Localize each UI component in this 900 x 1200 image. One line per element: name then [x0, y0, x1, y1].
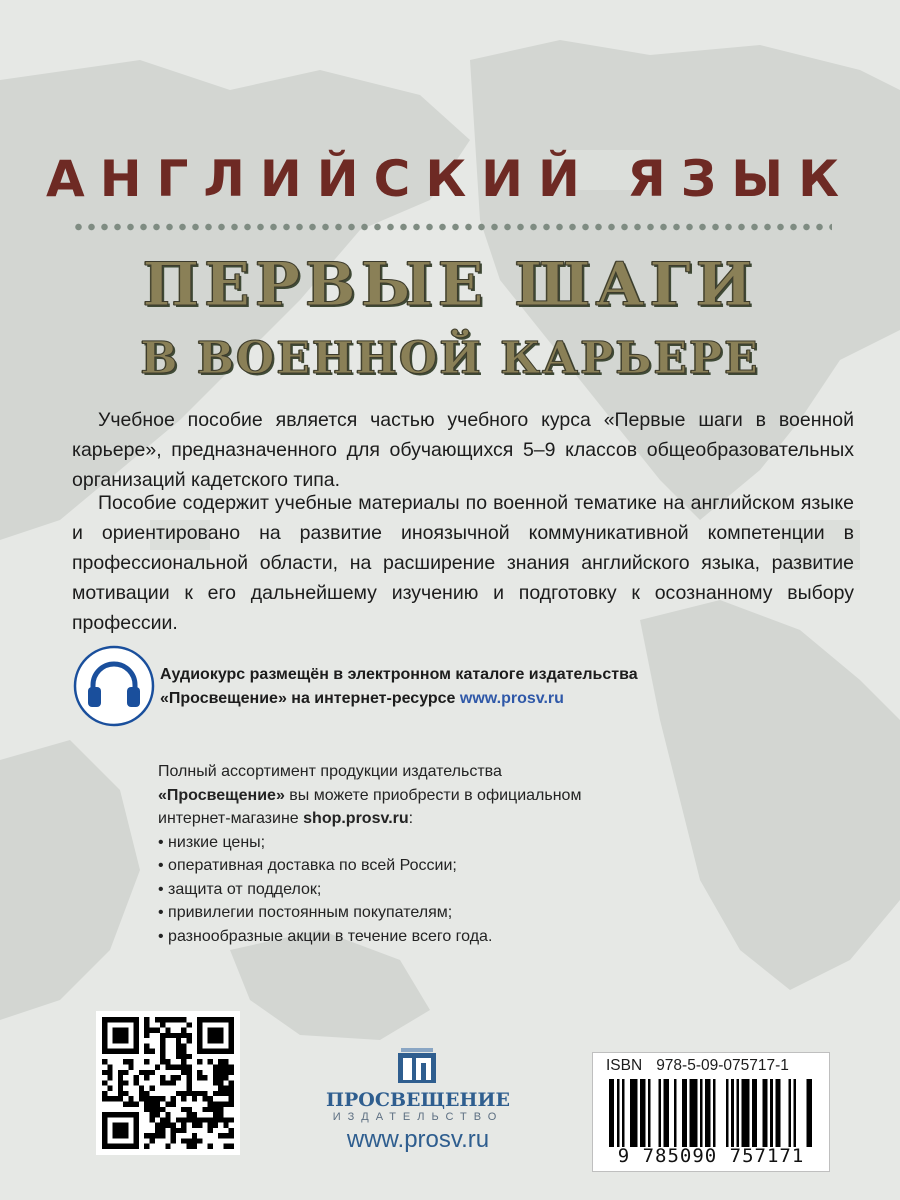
book-title-line2: В ВОЕННОЙ КАРЬЕРЕ	[140, 333, 760, 384]
isbn-line	[606, 1057, 789, 1075]
audio-link[interactable]: www.prosv.ru	[459, 690, 564, 707]
isbn-number: 978-5-09-075717-1	[656, 1057, 789, 1074]
qr-code[interactable]	[96, 1011, 240, 1155]
series-title: АНГЛИЙСКИЙ ЯЗЫК	[46, 150, 854, 208]
shop-line-1: Полный ассортимент продукции издательства	[158, 763, 502, 780]
list-item: • оперативная доставка по всей России;	[158, 854, 678, 878]
description-text-2: Пособие содержит учебные материалы по военной тематике на английском языке и ориентировано на развитие иноязычной коммуникативной компетенции в профессиональной области, на расширение знания английского языка, развитие мотивации к его дальнейшему изучению и подготовку к осознанному выбору профессии.	[72, 492, 854, 634]
book-title-line1: ПЕРВЫЕ ШАГИ	[142, 250, 758, 320]
barcode-digits: 9 785090 757171	[617, 1145, 805, 1167]
shop-line-3	[158, 807, 678, 831]
description-paragraph-1	[72, 405, 854, 495]
barcode	[605, 1079, 817, 1147]
shop-url[interactable]: shop.prosv.ru	[303, 810, 409, 827]
publisher-url[interactable]: www.prosv.ru	[346, 1126, 490, 1153]
description-text-1: Учебное пособие является частью учебного курса «Первые шаги в военной карьере», предназначенного для обучающихся 5–9 классов общеобразовательных организаций кадетского типа.	[72, 409, 854, 491]
list-item: • привилегии постоянным покупателям;	[158, 901, 678, 925]
shop-line-2	[158, 784, 678, 808]
publisher-name: ПРОСВЕЩЕНИЕ	[326, 1089, 510, 1111]
list-item: • защита от подделок;	[158, 878, 678, 902]
isbn-label: ISBN	[606, 1057, 643, 1074]
description-paragraph-2	[72, 488, 854, 638]
publisher-subtitle: ИЗДАТЕЛЬСТВО	[332, 1111, 504, 1123]
shop-line-3-suffix: :	[408, 810, 414, 827]
list-item: • разнообразные акции в течение всего года.	[158, 925, 678, 949]
shop-line-3-prefix: интернет-магазине	[158, 810, 304, 827]
shop-line-2-rest: вы можете приобрести в официальном	[284, 786, 582, 804]
list-item: • низкие цены;	[158, 831, 678, 855]
isbn-block	[592, 1052, 830, 1172]
audio-course-note	[160, 663, 720, 711]
audio-line-1: Аудиокурс размещён в электронном каталоге издательства	[160, 666, 638, 683]
shop-benefits-list	[158, 831, 678, 949]
shop-info	[158, 760, 678, 948]
audio-line-2-text: «Просвещение» на интернет-ресурсе	[160, 690, 456, 707]
dotted-divider	[72, 223, 832, 231]
publisher-logo-icon	[397, 1047, 437, 1087]
shop-brand: «Просвещение»	[158, 786, 285, 804]
headphones-icon	[73, 645, 155, 727]
audio-line-2	[160, 687, 720, 711]
